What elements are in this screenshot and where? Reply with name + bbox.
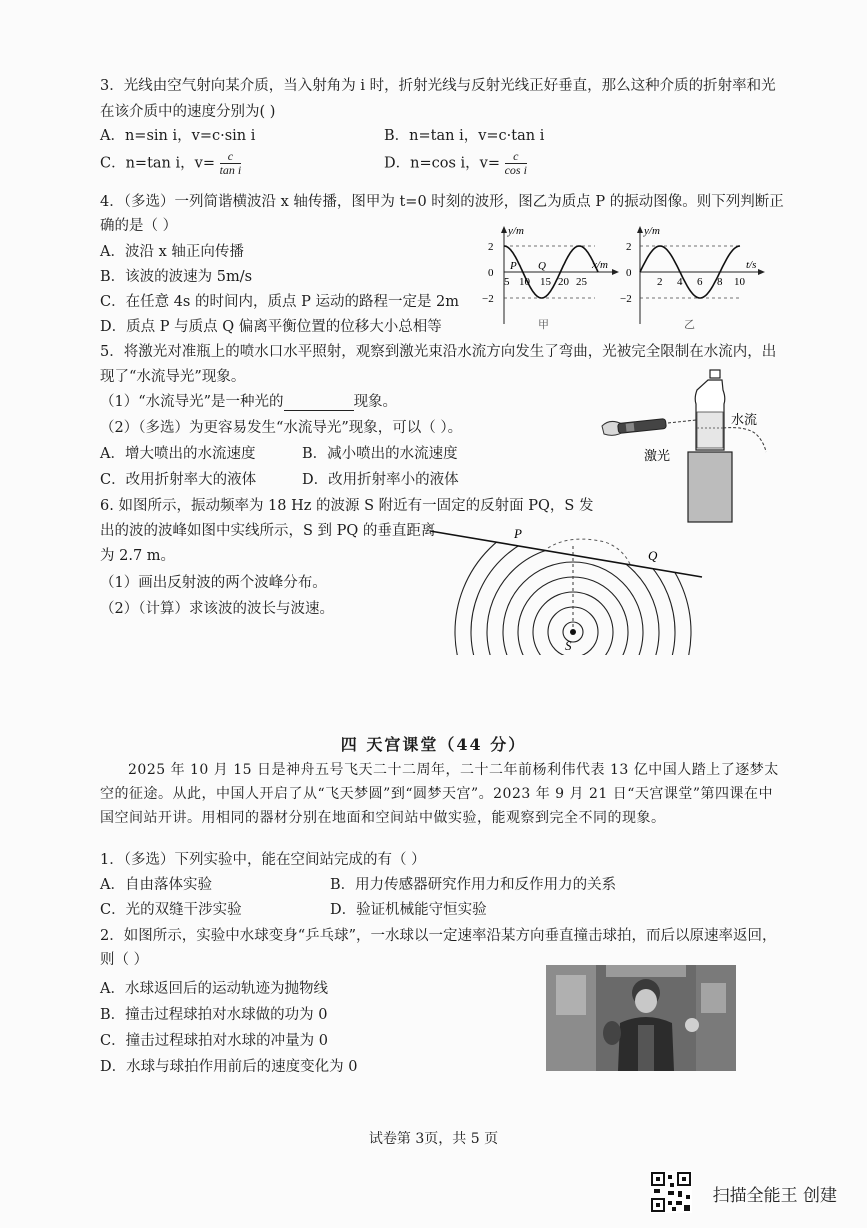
page-footer: 试卷第 3页，共 5 页 [368, 1131, 499, 1147]
yi-xtick-8: 8 [717, 276, 723, 288]
yi-xtick-2: 2 [657, 276, 663, 288]
q5-option-d: D．改用折射率小的液体 [302, 472, 459, 488]
yi-caption: 乙 [684, 319, 695, 331]
q3-option-d-denominator: cos i [504, 163, 527, 177]
q3-option-c-numerator: c [220, 150, 242, 164]
jia-point-q: Q [538, 260, 546, 272]
q5-sub1-text: （1）“水流导光”是一种光的 [100, 394, 284, 410]
q4-option-a: A．波沿 x 轴正向传播 [100, 244, 244, 260]
jia-x-label: x/m [592, 259, 608, 271]
yi-xtick-10: 10 [734, 276, 745, 288]
label-q: Q [648, 548, 658, 563]
yi-xtick-6: 6 [697, 276, 703, 288]
jia-y-label: y/m [508, 225, 524, 237]
paddle [603, 1021, 621, 1045]
q3-option-c-text: C．n=tan i，v= [100, 155, 215, 172]
reflection-wave-figure [400, 520, 710, 655]
jia-ytick-top: 2 [488, 241, 494, 253]
jia-xtick-20: 20 [558, 276, 569, 288]
section4-title: 四 天宫课堂（44 分） [340, 735, 527, 754]
reflector-pq [430, 531, 702, 577]
water-light-guide-figure [596, 368, 776, 526]
jia-xtick-15: 15 [540, 276, 551, 288]
q3-option-c-fraction [220, 150, 242, 177]
q3-line2: 在该介质中的速度分别为( ) [100, 104, 276, 120]
s4q2-option-b: B．撞击过程球拍对水球做的功为 0 [100, 1007, 328, 1023]
q6-sub2: （2）（计算）求该波的波长与波速。 [100, 601, 334, 617]
q5-option-c: C．改用折射率大的液体 [100, 472, 257, 488]
s4q1-option-d: D．验证机械能守恒实验 [330, 902, 487, 918]
q4-option-d: D．质点 P 与质点 Q 偏离平衡位置的位移大小总相等 [100, 319, 442, 335]
s4q1-option-b: B．用力传感器研究作用力和反作用力的关系 [330, 877, 617, 893]
q3-option-c-denominator: tan i [219, 163, 242, 177]
qr-code-icon [650, 1171, 692, 1213]
label-p: P [514, 526, 522, 541]
reflected-wave-sketch [548, 539, 630, 564]
yi-ytick-bottom: −2 [620, 293, 632, 305]
bottle-stand [688, 452, 732, 522]
yi-ytick-zero: 0 [626, 267, 632, 279]
q3-option-a: A．n=sin i，v=c·sin i [100, 128, 256, 144]
jia-caption: 甲 [538, 319, 549, 331]
jia-xtick-5: 5 [504, 276, 510, 288]
yi-y-label: y/m [644, 225, 660, 237]
q6-line2: 出的波的波峰如图中实线所示，S 到 PQ 的垂直距离 [100, 523, 436, 539]
q4-line1: 4．（多选）一列简谐横波沿 x 轴传播，图甲为 t=0 时刻的波形，图乙为质点 P 的振动图像。则下列判断正 [100, 194, 784, 210]
q5-option-a: A．增大喷出的水流速度 [100, 446, 256, 462]
laser-pointer [602, 419, 666, 436]
q3-option-b: B．n=tan i，v=c·tan i [384, 128, 545, 144]
q3-option-d-text: D．n=cos i，v= [384, 155, 500, 172]
s4q1-option-a: A．自由落体实验 [100, 877, 212, 893]
yi-ytick-top: 2 [626, 241, 632, 253]
q5-sub1 [100, 390, 397, 411]
q5-sub2: （2）（多选）为更容易发生“水流导光”现象，可以（ ）。 [100, 420, 463, 436]
q4-option-b: B．该波的波速为 5m/s [100, 269, 253, 285]
jia-point-p: P [510, 260, 517, 272]
jia-ytick-zero: 0 [488, 267, 494, 279]
jia-xtick-25: 25 [576, 276, 587, 288]
astronaut-photo [546, 965, 736, 1071]
vibration-graph-yi [616, 224, 766, 334]
s4q2-option-c: C．撞击过程球拍对水球的冲量为 0 [100, 1033, 328, 1049]
q6-line3: 为 2.7 m。 [100, 548, 176, 564]
s4q2-option-a: A．水球返回后的运动轨迹为抛物线 [100, 981, 328, 997]
s4q2-line2: 则（ ） [100, 952, 149, 968]
q6-sub1: （1）画出反射波的两个波峰分布。 [100, 575, 327, 591]
bottle [695, 370, 725, 450]
q5-line2: 现了“水流导光”现象。 [100, 369, 246, 385]
laser-beam [668, 420, 696, 423]
section4-intro: 2025 年 10 月 15 日是神舟五号飞天二十二周年，二十二年前杨利伟代表 13 亿中国人踏上了逐梦太空的征途。从此，中国人开启了从“飞天梦圆”到“圆梦天宫”。2023 年 9 月 21 日“天宫课堂”第四课在中国空间站开讲。用相同的器材分别在地面和空间站中做实验，能观察到完全不同的现象。 [100, 762, 779, 826]
yi-xtick-4: 4 [677, 276, 683, 288]
water-stream [723, 428, 766, 452]
q5-line1: 5．将激光对准瓶上的喷水口水平照射，观察到激光束沿水流方向发生了弯曲，光被完全限制在水流内，出 [100, 344, 777, 360]
q3-option-d-numerator: c [505, 150, 527, 164]
s4q2-line1: 2．如图所示，实验中水球变身“乒乓球”，一水球以一定速率沿某方向垂直撞击球拍，而后以原速率返回， [100, 928, 777, 944]
s4q1-line1: 1．（多选）下列实验中，能在空间站完成的有（ ） [100, 852, 426, 868]
q3-line1: 3．光线由空气射向某介质，当入射角为 i 时，折射光线与反射光线正好垂直，那么这种介质的折射率和光 [100, 78, 776, 94]
q5-sub1-blank[interactable] [284, 394, 354, 411]
water-ball [685, 1018, 699, 1032]
q4-line2: 确的是（ ） [100, 218, 178, 234]
laser-label: 激光 [644, 448, 671, 463]
q3-option-d [384, 150, 527, 177]
jia-xtick-10: 10 [519, 276, 530, 288]
water-stream-label: 水流 [731, 412, 758, 427]
q3-option-c [100, 150, 241, 177]
q3-option-d-fraction [505, 150, 527, 177]
wave-graph-jia [470, 224, 620, 334]
scanner-watermark: 扫描全能王 创建 [712, 1186, 837, 1206]
q4-option-c: C．在任意 4s 的时间内，质点 P 运动的路程一定是 2m [100, 294, 460, 310]
wave-source-s [570, 629, 576, 635]
q6-line1: 6. 如图所示，振动频率为 18 Hz 的波源 S 附近有一固定的反射面 PQ，S 发 [100, 498, 594, 514]
s4q1-option-c: C．光的双缝干涉实验 [100, 902, 242, 918]
jia-ytick-bottom: −2 [482, 293, 494, 305]
q5-option-b: B．减小喷出的水流速度 [302, 446, 458, 462]
label-s: S [565, 638, 572, 653]
yi-x-label: t/s [746, 259, 757, 271]
s4q2-option-d: D．水球与球拍作用前后的速度变化为 0 [100, 1059, 358, 1075]
q5-sub1-suffix: 现象。 [353, 394, 398, 410]
